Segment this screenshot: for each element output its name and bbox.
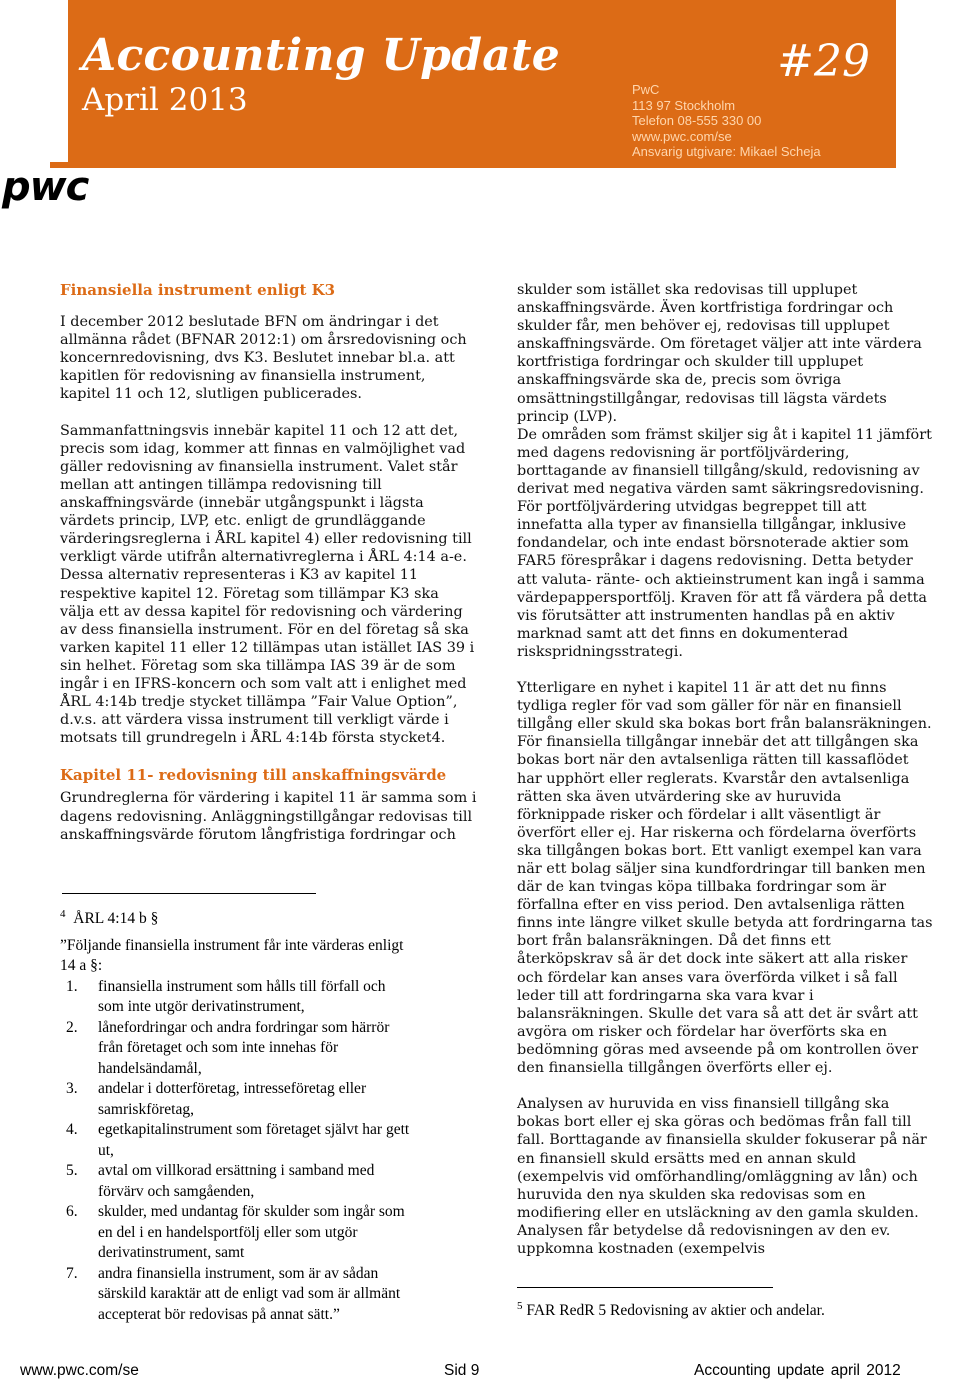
footnote-list-item — [60, 1018, 409, 1080]
text-line: motsats till grundregeln i ÅRL 4:14b första stycket4. — [60, 730, 446, 747]
text-line: värderingsreglerna i ÅRL kapitel 4) eller redovisning till — [60, 531, 472, 548]
text-line: gäller redovisning av finansiella instrument. Valet står — [60, 458, 458, 475]
footnote-list — [60, 977, 409, 1326]
footnote-intro: 14 a §: — [60, 957, 103, 975]
list-item-text: avtal om villkorad ersättning i samband med — [98, 1162, 375, 1180]
text-line: I december 2012 beslutade BFN om ändringar i det — [60, 314, 439, 331]
list-item-text: förvärv och samgåenden, — [98, 1182, 255, 1200]
newsletter-title: Accounting Update — [82, 30, 560, 81]
text-line: finns inte längre vilket skulle betyda att fordringarna tas — [517, 915, 933, 932]
footnote-list-item — [60, 977, 409, 1018]
list-item-text: samriskföretag, — [98, 1100, 194, 1118]
contact-website[interactable]: www.pwc.com/se — [632, 128, 732, 144]
text-line: skulder får, men behöver ej, redovisas till upplupet — [517, 318, 890, 335]
text-line: sin helhet. Företag som ska tillämpa IAS 39 är de som — [60, 657, 456, 674]
list-number: 2. — [66, 1018, 78, 1036]
list-item-text: särskild karaktär att de enligt vad som är allmänt — [98, 1285, 401, 1303]
text-line: Sammanfattningsvis innebär kapitel 11 och 12 att det, — [60, 422, 459, 439]
text-line: För finansiella tillgångar innebär det att tillgången ska — [517, 734, 919, 751]
text-line: tydliga regler för vad som gäller för när en finansiell — [517, 698, 902, 715]
text-line: huruvida den nya skulden ska redovisas som en — [517, 1186, 866, 1203]
footnote-marker: 5 — [517, 1300, 523, 1312]
list-item-text: ut, — [98, 1141, 114, 1159]
text-line: marknad samt att det finns en dokumenterad — [517, 625, 848, 642]
text-line: ska tillgången bokas bort. Ett vanligt exempel kan vara — [517, 842, 922, 859]
chapter11-paragraph — [60, 789, 477, 843]
footer-page-number: Sid 9 — [444, 1362, 480, 1379]
list-item-text: från företaget och som inte innehas för — [98, 1039, 339, 1057]
text-line: dagens redovisning. Anläggningstillgångar redovisas till — [60, 808, 473, 825]
text-line: återköpskrav så är det dock inte säkert att alla risker — [517, 951, 908, 968]
text-line: riskspridningsstrategi. — [517, 643, 683, 660]
text-line: överfört eller ej. Har riskerna och fördelarna överförts — [517, 824, 917, 841]
list-item-text: finansiella instrument som hålls till förfall och — [98, 977, 386, 995]
text-line: förfallna efter en viss period. Den avtalsenliga rätten — [517, 897, 905, 914]
footnote-divider — [62, 893, 316, 894]
text-line: välja ett av dessa kapitel för redovisning och värdering — [60, 603, 463, 620]
list-item-text: lånefordringar och andra fordringar som härrör — [98, 1018, 390, 1036]
list-item-text: som inte utgör derivatinstrument, — [98, 998, 305, 1016]
text-line: vis förutsätter att instrumenten handlas på en aktiv — [517, 607, 895, 624]
text-line: anskaffningsvärde. Även kortfristiga fordringar och — [517, 300, 894, 317]
footnote-divider — [517, 1287, 773, 1288]
text-line: anskaffningsvärde (innebär utgångspunkt i lägsta — [60, 495, 424, 512]
text-line: att valuta- ränte- och aktieinstrument kan ingå i samma — [517, 571, 925, 588]
text-line: kapitel 11 och 12, slutligen publicerades. — [60, 386, 362, 403]
text-line: och fördelar kan anses vara överförda vilket i så fall — [517, 969, 898, 986]
text-line: Ytterligare en nyhet i kapitel 11 är att det nu finns — [517, 680, 887, 697]
text-line: rätten ska även utvärdering ske av huruvida — [517, 788, 842, 805]
text-line: bokas bort när den avtalsenliga rätten till kassaflödet — [517, 752, 909, 769]
text-line: kapitlen för redovisning av finansiella instrument, — [60, 368, 426, 385]
text-line: värdets princip, LVP, etc. enligt de grundläggande — [60, 513, 426, 530]
text-line: bokas bort eller ej ska göras och bedömas från fall till — [517, 1114, 912, 1131]
text-line: d.v.s. att värdera vissa instrument till verkligt värde i — [60, 712, 449, 729]
footnote-list-item — [60, 1120, 409, 1161]
footnote-title: ÅRL 4:14 b § — [73, 910, 159, 928]
footnote-list-item — [60, 1202, 409, 1264]
paragraph — [517, 281, 937, 661]
section-heading: Kapitel 11- redovisning till anskaffningsvärde — [60, 766, 447, 785]
footer-title: Accounting update april 2012 — [694, 1362, 901, 1379]
text-line: tillgång eller skuld ska bokas bort från balansräkningen. — [517, 716, 932, 733]
text-line: där de kan tvingas köpa tillbaka fordringar som är — [517, 879, 887, 896]
text-line: ÅRL 4:14b tredje stycket tillämpa ”Fair Value Option”, — [60, 694, 458, 711]
text-line: den finansiella tillgången överförts eller ej. — [517, 1060, 833, 1077]
text-line: värdepappersportfölj. Kraven för att få värdera på detta — [517, 589, 927, 606]
contact-line: 113 97 Stockholm — [632, 97, 736, 113]
text-line: precis som idag, kommer att finnas en valmöjlighet vad — [60, 440, 466, 457]
text-line: respektive kapitel 12. Företag som tillämpar K3 ska — [60, 585, 439, 602]
text-line: För portföljvärdering utvidgas begreppet till att — [517, 499, 867, 516]
text-line: ingår i en IFRS-koncern och som valt att i enlighet med — [60, 675, 467, 692]
text-line: Dessa alternativ representeras i K3 av kapitel 11 — [60, 567, 419, 584]
text-line: Analysen får betydelse då redovisningen av den ev. — [517, 1222, 891, 1239]
list-number: 7. — [66, 1264, 78, 1282]
text-line: Analysen av huruvida en viss finansiell tillgång ska — [517, 1096, 890, 1113]
text-line: FAR5 förespråkar i dagens redovisning. Detta betyder — [517, 553, 913, 570]
text-line: har upphört eller reglerats. Kvarstår den avtalsenliga — [517, 770, 910, 787]
pwc-logo: pwc — [2, 164, 89, 210]
footnote-4 — [60, 904, 409, 1325]
list-item-text: egetkapitalinstrument som företaget självt har gett — [98, 1121, 410, 1139]
text-line: Grundreglerna för värdering i kapitel 11 är samma som i — [60, 790, 477, 807]
contact-block — [632, 82, 821, 160]
list-item-text: andra finansiella instrument, som är av sådan — [98, 1264, 379, 1282]
list-item-text: handelsändamål, — [98, 1059, 202, 1077]
text-line: (exempelvis vid omförhandling/omläggning av lån) och — [517, 1168, 918, 1185]
text-line: en finansiell skuld ersätts med en annan skuld — [517, 1150, 857, 1167]
issue-number: #29 — [777, 36, 870, 87]
footnote-text: FAR RedR 5 Redovisning av aktier och andelar. — [526, 1302, 825, 1320]
left-column — [60, 281, 477, 844]
text-line: fall. Borttagande av finansiella skulder fokuserar på när — [517, 1132, 927, 1149]
text-line: verkligt värde utifrån alternativreglerna i ÅRL 4:14 a-e. — [60, 549, 467, 566]
text-line: förknippade risker och fördelar i allt väsentligt är — [517, 806, 881, 823]
text-line: anskaffningsvärde. Om företaget väljer att inte värdera — [517, 336, 922, 353]
text-line: fondandelar, och inte endast börsnoterade aktier som — [517, 535, 909, 552]
text-line: varken kapitel 11 eller 12 tillämpas utan istället IAS 39 i — [60, 639, 475, 656]
footnote-list-item — [60, 1264, 409, 1326]
text-line: koncernredovisning, dvs K3. Beslutet innebar bl.a. att — [60, 350, 455, 367]
text-line: av dess finansiella instrument. För en del företag så ska — [60, 621, 469, 638]
footer-url[interactable]: www.pwc.com/se — [20, 1362, 139, 1379]
list-number: 4. — [66, 1121, 78, 1139]
contact-line: PwC — [632, 82, 660, 97]
footnote-5 — [517, 1296, 825, 1322]
text-line: anskaffningsvärde ska de, precis som övriga — [517, 372, 842, 389]
footnote-list-item — [60, 1161, 409, 1202]
list-item-text: andelar i dotterföretag, intresseföretag eller — [98, 1080, 367, 1098]
list-item-text: skulder, med undantag för skulder som ingår som — [98, 1203, 405, 1221]
text-line: kortfristiga fordringar och skulder till upplupet — [517, 354, 864, 371]
text-line: De områden som främst skiljer sig åt i kapitel 11 jämfört — [517, 426, 932, 443]
footnote-marker: 4 — [60, 908, 66, 920]
issue-date: April 2013 — [82, 82, 248, 118]
text-line: bedömning göras med avseende på om kontrollen över — [517, 1041, 919, 1058]
list-item-text: en del i en handelsportfölj eller som utgör — [98, 1223, 358, 1241]
summary-paragraph — [60, 422, 475, 748]
section-heading: Finansiella instrument enligt K3 — [60, 281, 336, 299]
text-line: mellan att antingen tillämpa redovisning till — [60, 476, 382, 493]
text-line: bort från balansräkningen. Då det finns ett — [517, 933, 831, 950]
text-line: anskaffningsvärde förutom långfristiga fordringar och — [60, 826, 456, 843]
right-column — [517, 281, 937, 1258]
text-line: skulder som istället ska redovisas till upplupet — [517, 282, 858, 298]
paragraph — [517, 679, 937, 1077]
contact-line: Ansvarig utgivare: Mikael Scheja — [632, 144, 821, 159]
text-line: allmänna rådet (BFNAR 2012:1) om årsredovisning och — [60, 332, 467, 349]
text-line: med dagens redovisning är portföljvärdering, — [517, 444, 850, 461]
footnote-intro: ”Följande finansiella instrument får inte värderas enligt — [60, 936, 404, 954]
list-number: 5. — [66, 1162, 78, 1180]
paragraph — [517, 1095, 937, 1258]
text-line: modifiering eller en utsläckning av den gamla skulden. — [517, 1204, 919, 1221]
text-line: borttagande av finansiell tillgång/skuld, redovisning av — [517, 462, 920, 479]
list-number: 1. — [66, 977, 78, 995]
list-number: 3. — [66, 1080, 78, 1098]
text-line: derivat med negativa värden samt säkringsredovisning. — [517, 481, 924, 498]
text-line: avgöra om risker och fördelar har överförts ska en — [517, 1023, 888, 1040]
text-line: princip (LVP). — [517, 408, 618, 425]
text-line: leder till att fordringarna ska vara kvar i — [517, 987, 814, 1004]
text-line: omsättningstillgångar, redovisas till lägsta värdets — [517, 390, 887, 407]
footnote-list-item — [60, 1079, 409, 1120]
list-item-text: derivatinstrument, samt — [98, 1244, 245, 1262]
list-item-text: accepterat bör redovisas på annat sätt.” — [98, 1305, 340, 1323]
contact-line: Telefon 08-555 330 00 — [632, 113, 762, 128]
text-line: balansräkningen. Skulle det vara så att det är svårt att — [517, 1005, 918, 1022]
text-line: uppkomna kostnaden (exempelvis — [517, 1240, 765, 1257]
intro-paragraph — [60, 313, 467, 403]
text-line: när ett bolag säljer sina kundfordringar till banken men — [517, 861, 926, 877]
list-number: 6. — [66, 1203, 78, 1221]
text-line: innefatta alla typer av finansiella tillgångar, inklusive — [517, 517, 907, 534]
